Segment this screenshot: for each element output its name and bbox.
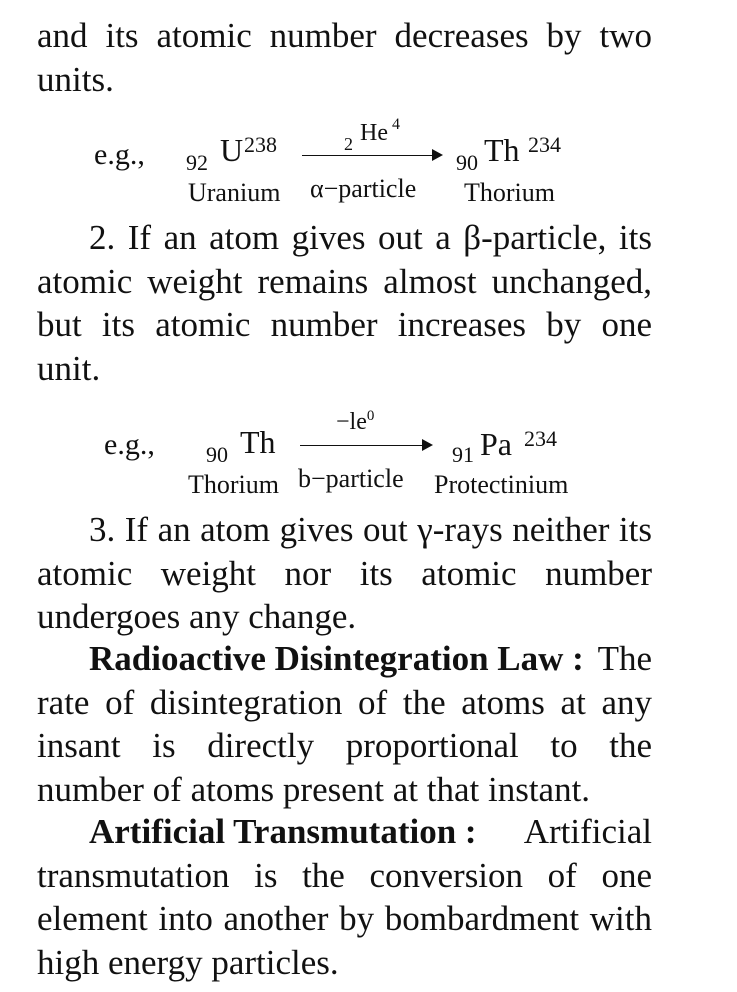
uranium-symbol: U [220,132,244,168]
protactinium-label: Protectinium [434,470,569,499]
protactinium-mass-number: 234 [524,426,557,451]
law-text: The rate of disintegration of the atoms at any insant is directly proportional to the number of atoms present at that instant. [37,639,652,809]
transmutation-text: Artificial transmutation is the conversion of one element into another by bombardment with high energy particles. [37,812,652,982]
arrow-line [302,155,436,156]
thorium-atomic-number: 90 [456,150,478,175]
arrow-head-icon [422,439,433,451]
thorium-symbol: Th [240,424,276,460]
intro-paragraph: and its atomic number decreases by two units. [37,16,652,99]
uranium-atomic-number: 92 [186,150,208,175]
beta-arrow-label-text: −le [336,409,367,435]
arrow-head-icon [432,149,443,161]
law-heading: Radioactive Disintegration Law : [89,639,584,678]
transmutation-paragraph [37,810,652,984]
alpha-decay-equation [0,116,737,210]
beta-decay-equation [0,408,737,502]
point-3-paragraph: 3. If an atom gives out γ-rays neither its atomic weight nor its atomic number undergoes any change. [37,510,652,636]
thorium-label: Thorium [464,178,555,207]
thorium-atomic-number: 90 [206,442,228,467]
beta-particle-label: b−particle [298,464,404,493]
alpha-particle-label: α−particle [310,174,417,203]
arrow-line [300,445,426,446]
thorium-symbol: Th [484,132,520,168]
transmutation-heading: Artificial Transmutation : [89,812,477,851]
beta-arrow-label [336,408,374,436]
eg-label: e.g., [104,428,155,461]
alpha-post-superscript: 4 [392,116,400,133]
uranium-mass-number: 238 [244,132,277,157]
thorium-label: Thorium [188,470,279,499]
eg-label: e.g., [94,138,145,171]
protactinium-symbol: Pa [480,426,512,462]
beta-arrow-label-superscript: 0 [366,408,375,424]
uranium-label: Uranium [188,178,281,207]
thorium-mass-number: 234 [528,132,561,157]
alpha-pre-subscript: 2 [344,134,353,154]
law-paragraph [37,637,652,811]
point-2-paragraph: 2. If an atom gives out a β-particle, its atomic weight remains almost unchanged, but its atomic number increases by one unit. [37,218,652,388]
alpha-particle-symbol: He [360,120,388,146]
protactinium-atomic-number: 91 [452,442,474,467]
